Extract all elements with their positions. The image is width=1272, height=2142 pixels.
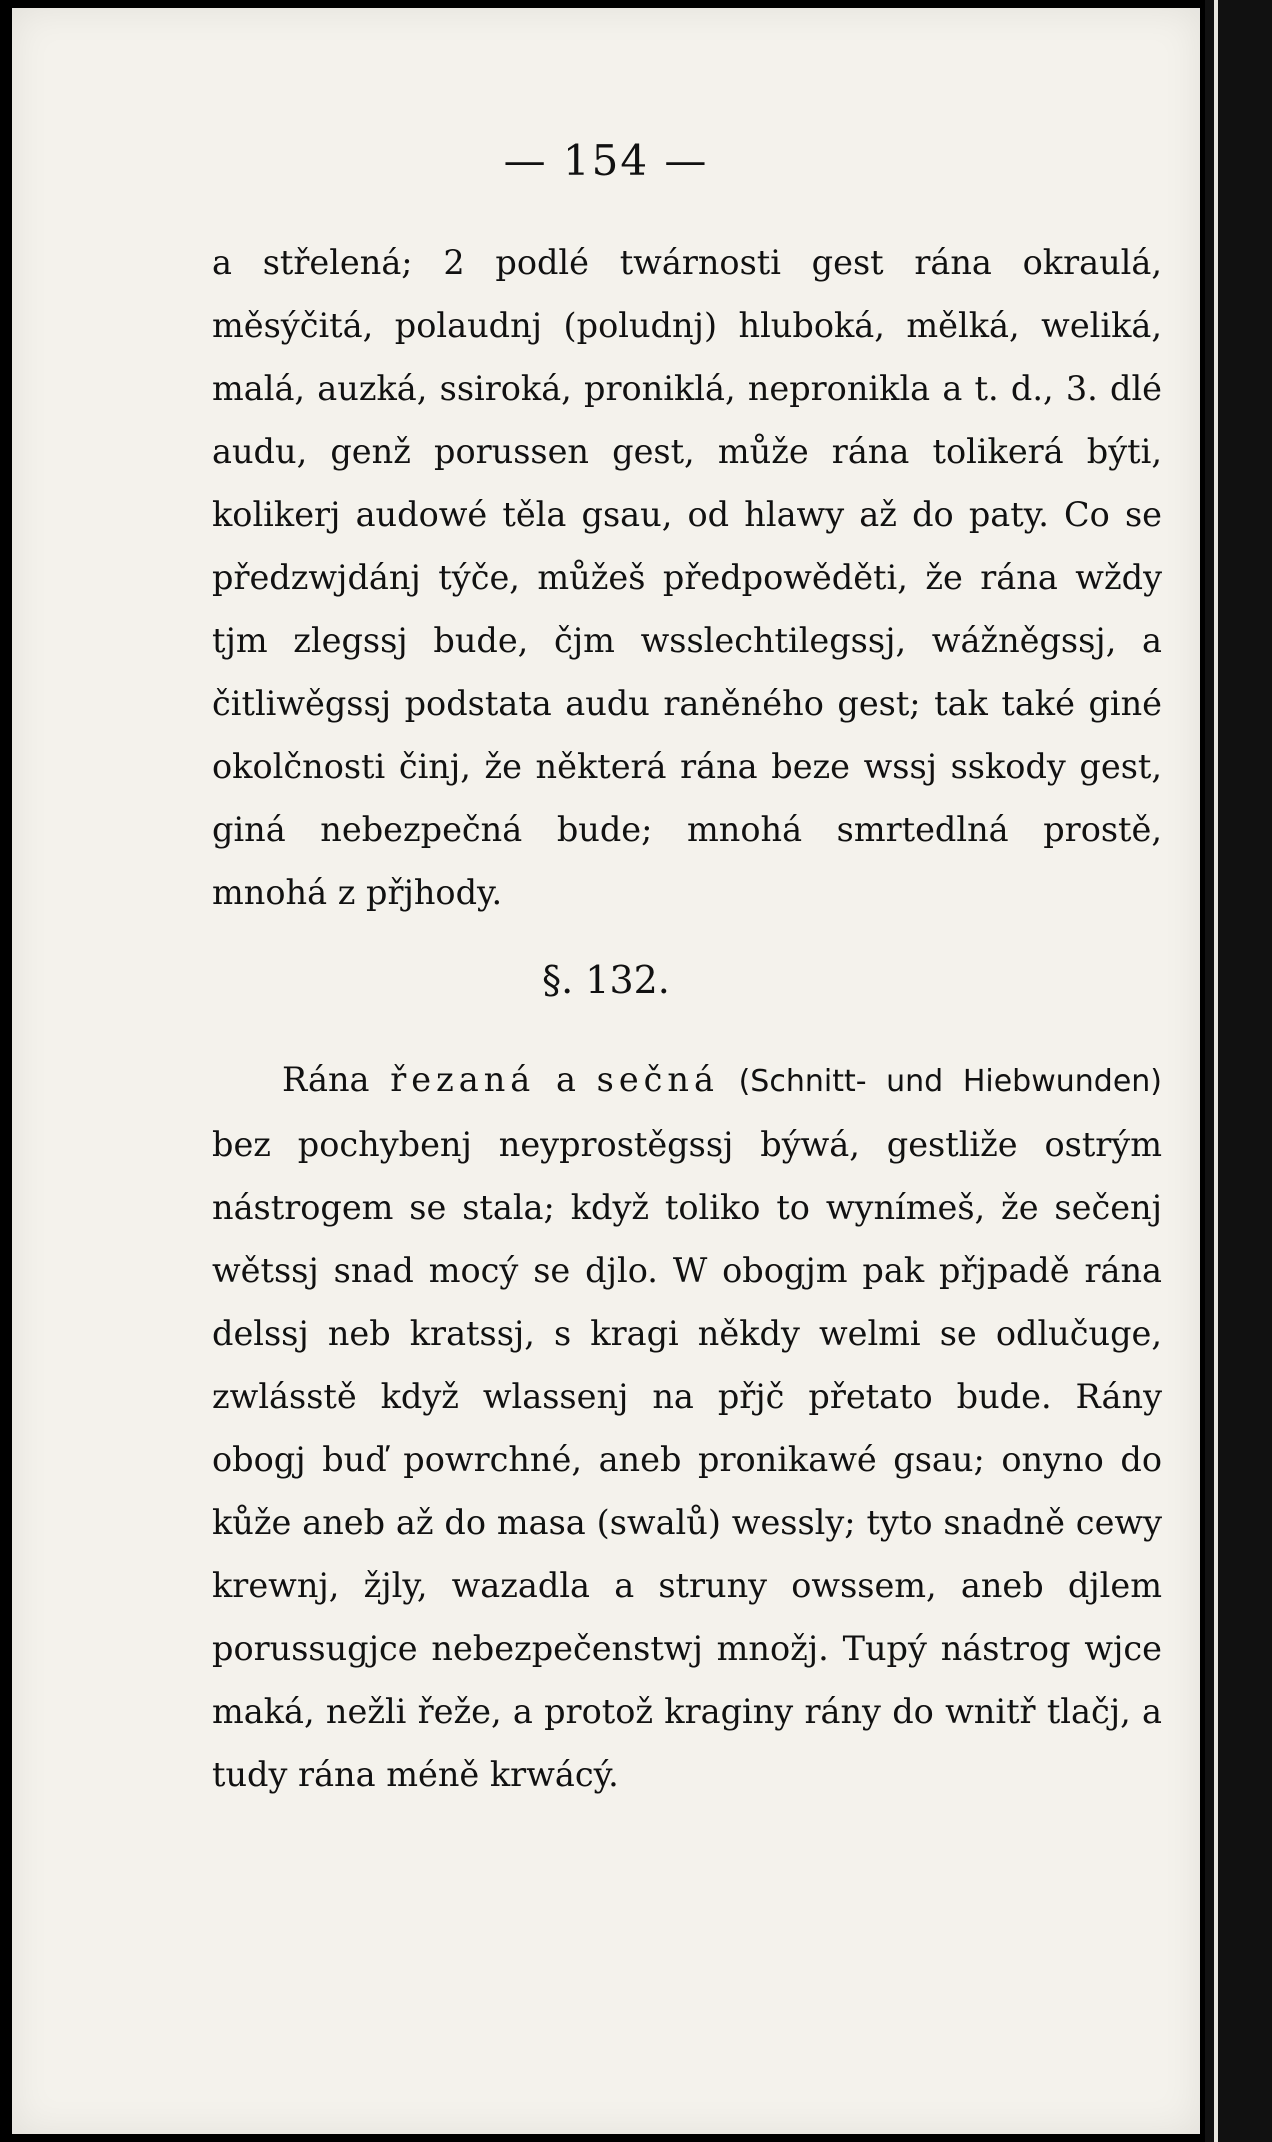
book-page — [12, 8, 1200, 2134]
p2-lead: Rána — [282, 1060, 391, 1099]
term-cut-wound: řezaná — [390, 1060, 536, 1099]
p2-and: a — [535, 1060, 597, 1099]
page-edge-line — [1214, 0, 1218, 2142]
paragraph-1: a střelená; 2 podlé twárnosti gest rána okraulá, měsýčitá, polaudnj (poludnj) hluboká, mělká, weliká, malá, auzká, ssiroká, proniklá, nepronikla a t. d., 3. dlé audu, genž porussen gest, může rána tolikerá býti, kolikerj audowé těla gsau, od hlawy až do paty. Co se předzwjdánj týče, můžeš předpowěděti, že rána wždy tjm zlegssj bude, čjm wsslechtilegssj, wážněgssj, a čitliwěgssj podstata audu raněného gest; tak také giné okolčnosti činj, že některá rána beze wssj sskody gest, giná nebezpečná bude; mnohá smrtedlná prostě, mnohá z přjhody. — [212, 243, 1162, 912]
p2-rest: bez pochybenj neyprostěgssj býwá, gestliže ostrým nástrogem se stala; když toliko to wynímeš, že sečenj wětssj snad mocý se djlo. W obogjm pak přjpadě rána delssj neb kratssj, s kragi někdy welmi se odlučuge, zwlásstě když wlassenj na přjč přetato bude. Rány obogj buď powrchné, aneb pronikawé gsau; onyno do kůže aneb až do masa (swalů) wessly; tyto snadně cewy krewnj, žjly, wazadla a struny owssem, aneb djlem porussugjce nebezpečenstwj množj. Tupý nástrog wjce maká, nežli řeže, a protož kraginy rány do wnitř tlačj, a tudy rána méně krwácý. — [212, 1125, 1162, 1794]
page-number: — 154 — — [503, 136, 709, 185]
paragraph-2 — [212, 1048, 1162, 1806]
german-term: (Schnitt- und Hiebwunden) — [718, 1064, 1162, 1099]
section-heading: §. 132. — [542, 958, 670, 1002]
term-slash-wound: sečná — [596, 1060, 719, 1099]
